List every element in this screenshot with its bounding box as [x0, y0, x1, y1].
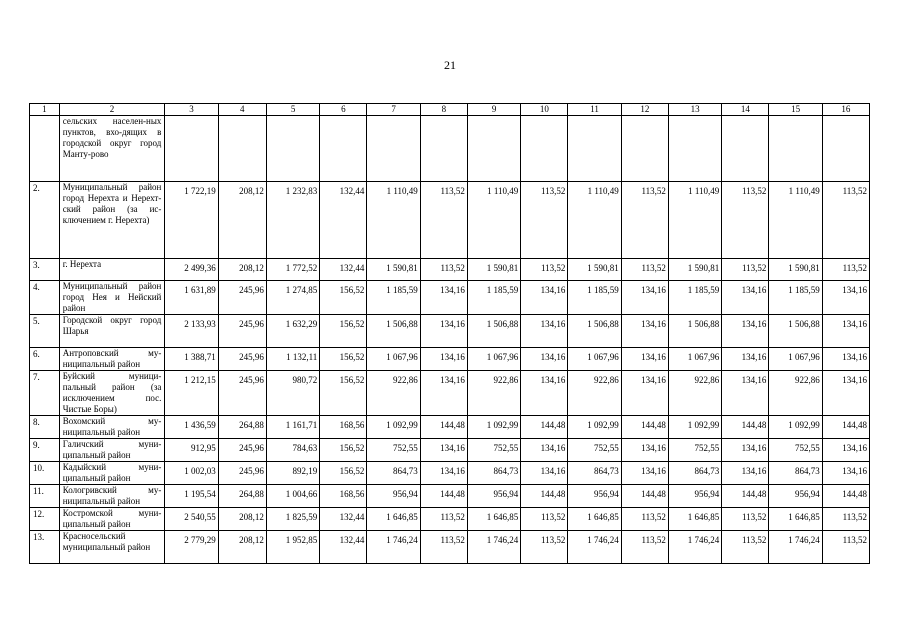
header-cell: 15: [769, 104, 822, 116]
value-cell: 1 002,03: [165, 462, 218, 485]
value-cell: 134,16: [822, 315, 869, 348]
value-cell: 1 110,49: [467, 182, 520, 259]
municipality-name: Галичский муни-ципальный район: [59, 439, 165, 462]
value-cell: 134,16: [621, 315, 668, 348]
value-cell: 156,52: [320, 462, 367, 485]
value-cell: 1 506,88: [769, 315, 822, 348]
value-cell: 113,52: [521, 182, 568, 259]
value-cell: 1 212,15: [165, 371, 218, 416]
value-cell: 1 590,81: [769, 259, 822, 281]
value-cell: 144,48: [621, 485, 668, 508]
value-cell: 1 092,99: [568, 416, 621, 439]
row-number: 13.: [30, 531, 60, 564]
value-cell: 1 092,99: [769, 416, 822, 439]
value-cell: 113,52: [521, 531, 568, 564]
value-cell: 1 506,88: [568, 315, 621, 348]
value-cell: 1 185,59: [769, 281, 822, 315]
value-cell: 144,48: [420, 416, 467, 439]
value-cell: 1 506,88: [367, 315, 420, 348]
value-cell: 1 067,96: [467, 348, 520, 371]
row-number: 12.: [30, 508, 60, 531]
value-cell: 113,52: [621, 182, 668, 259]
value-cell: 245,96: [218, 462, 266, 485]
value-cell: 134,16: [521, 348, 568, 371]
value-cell: 1 590,81: [568, 259, 621, 281]
value-cell: 144,48: [621, 416, 668, 439]
municipality-name: Кологривский му-ниципальный район: [59, 485, 165, 508]
value-cell: 134,16: [521, 315, 568, 348]
value-cell: 864,73: [668, 462, 721, 485]
row-number: 6.: [30, 348, 60, 371]
header-cell: 9: [467, 104, 520, 116]
row-number: 11.: [30, 485, 60, 508]
value-cell: [668, 116, 721, 182]
value-cell: 156,52: [320, 348, 367, 371]
value-cell: 956,94: [668, 485, 721, 508]
table-row: [30, 416, 870, 439]
header-cell: 4: [218, 104, 266, 116]
value-cell: 144,48: [822, 485, 869, 508]
value-cell: 156,52: [320, 315, 367, 348]
value-cell: [218, 116, 266, 182]
value-cell: 922,86: [367, 371, 420, 416]
value-cell: 1 825,59: [266, 508, 319, 531]
page-number: 21: [444, 58, 456, 72]
table-row: [30, 439, 870, 462]
value-cell: [165, 116, 218, 182]
value-cell: 245,96: [218, 439, 266, 462]
value-cell: 1 746,24: [668, 531, 721, 564]
value-cell: 1 631,89: [165, 281, 218, 315]
value-cell: 752,55: [668, 439, 721, 462]
value-cell: 1 092,99: [367, 416, 420, 439]
value-cell: 1 632,29: [266, 315, 319, 348]
value-cell: 113,52: [822, 259, 869, 281]
table-row: [30, 485, 870, 508]
value-cell: 134,16: [420, 281, 467, 315]
value-cell: 144,48: [722, 416, 769, 439]
value-cell: 156,52: [320, 281, 367, 315]
header-cell: 3: [165, 104, 218, 116]
value-cell: 245,96: [218, 348, 266, 371]
value-cell: 134,16: [420, 371, 467, 416]
value-cell: [769, 116, 822, 182]
row-number: 10.: [30, 462, 60, 485]
table-row: [30, 281, 870, 315]
value-cell: 132,44: [320, 259, 367, 281]
value-cell: 113,52: [722, 182, 769, 259]
header-cell: 16: [822, 104, 869, 116]
value-cell: 2 779,29: [165, 531, 218, 564]
value-cell: 1 185,59: [568, 281, 621, 315]
value-cell: 1 746,24: [367, 531, 420, 564]
header-cell: 11: [568, 104, 621, 116]
value-cell: 245,96: [218, 371, 266, 416]
value-cell: 864,73: [568, 462, 621, 485]
value-cell: 168,56: [320, 485, 367, 508]
municipality-name: г. Нерехта: [59, 259, 165, 281]
header-cell: 10: [521, 104, 568, 116]
value-cell: 956,94: [769, 485, 822, 508]
value-cell: 113,52: [621, 531, 668, 564]
value-cell: 1 274,85: [266, 281, 319, 315]
header-cell: 13: [668, 104, 721, 116]
value-cell: 134,16: [621, 371, 668, 416]
value-cell: 208,12: [218, 508, 266, 531]
municipality-name: Муниципальный район город Нерехта и Нерехт-ский район (за ис-ключением г. Нерехта): [59, 182, 165, 259]
value-cell: 113,52: [420, 182, 467, 259]
municipality-name: сельских населен-ных пунктов, вхо-дящих в городской округ город Манту-рово: [59, 116, 165, 182]
value-cell: [822, 116, 869, 182]
value-cell: 134,16: [822, 371, 869, 416]
value-cell: 956,94: [568, 485, 621, 508]
row-number: [30, 116, 60, 182]
value-cell: 1 132,11: [266, 348, 319, 371]
header-cell: 14: [722, 104, 769, 116]
value-cell: 134,16: [722, 439, 769, 462]
value-cell: 245,96: [218, 315, 266, 348]
value-cell: 134,16: [420, 462, 467, 485]
value-cell: 156,52: [320, 439, 367, 462]
value-cell: 1 772,52: [266, 259, 319, 281]
value-cell: 113,52: [822, 531, 869, 564]
row-number: 9.: [30, 439, 60, 462]
value-cell: 113,52: [722, 259, 769, 281]
value-cell: 1 646,85: [568, 508, 621, 531]
value-cell: 113,52: [822, 508, 869, 531]
value-cell: 113,52: [621, 259, 668, 281]
value-cell: 113,52: [420, 259, 467, 281]
table-row: [30, 259, 870, 281]
value-cell: 134,16: [621, 439, 668, 462]
header-cell: 2: [59, 104, 165, 116]
municipality-name: Городской округ город Шарья: [59, 315, 165, 348]
value-cell: 132,44: [320, 182, 367, 259]
header-cell: 1: [30, 104, 60, 116]
value-cell: 134,16: [621, 462, 668, 485]
value-cell: 113,52: [621, 508, 668, 531]
value-cell: 1 067,96: [668, 348, 721, 371]
value-cell: 1 161,71: [266, 416, 319, 439]
value-cell: 134,16: [822, 439, 869, 462]
table-row: [30, 508, 870, 531]
value-cell: 134,16: [822, 462, 869, 485]
value-cell: [266, 116, 319, 182]
value-cell: 1 746,24: [769, 531, 822, 564]
header-cell: 8: [420, 104, 467, 116]
value-cell: 134,16: [521, 371, 568, 416]
value-cell: 134,16: [722, 371, 769, 416]
value-cell: 113,52: [521, 508, 568, 531]
table-row: [30, 116, 870, 182]
value-cell: 113,52: [722, 531, 769, 564]
header-cell: 6: [320, 104, 367, 116]
value-cell: 113,52: [521, 259, 568, 281]
value-cell: 1 722,19: [165, 182, 218, 259]
value-cell: 2 499,36: [165, 259, 218, 281]
value-cell: 156,52: [320, 371, 367, 416]
table-row: [30, 182, 870, 259]
value-cell: 1 746,24: [568, 531, 621, 564]
row-number: 4.: [30, 281, 60, 315]
value-cell: 134,16: [621, 281, 668, 315]
value-cell: 134,16: [722, 348, 769, 371]
value-cell: 1 110,49: [568, 182, 621, 259]
value-cell: 144,48: [521, 485, 568, 508]
value-cell: [320, 116, 367, 182]
value-cell: 864,73: [467, 462, 520, 485]
table-row: [30, 462, 870, 485]
value-cell: 892,19: [266, 462, 319, 485]
value-cell: 864,73: [769, 462, 822, 485]
value-cell: 1 232,83: [266, 182, 319, 259]
value-cell: 1 067,96: [769, 348, 822, 371]
value-cell: 134,16: [420, 315, 467, 348]
municipality-name: Буйский муници-пальный район (за исключением пос. Чистые Боры): [59, 371, 165, 416]
value-cell: [722, 116, 769, 182]
row-number: 5.: [30, 315, 60, 348]
value-cell: 208,12: [218, 259, 266, 281]
value-cell: 922,86: [467, 371, 520, 416]
municipality-name: Кадыйский муни-ципальный район: [59, 462, 165, 485]
value-cell: 1 110,49: [668, 182, 721, 259]
row-number: 3.: [30, 259, 60, 281]
municipality-name: Вохомский му-ниципальный район: [59, 416, 165, 439]
value-cell: 132,44: [320, 531, 367, 564]
value-cell: 1 110,49: [769, 182, 822, 259]
value-cell: 208,12: [218, 182, 266, 259]
value-cell: 1 067,96: [568, 348, 621, 371]
value-cell: [621, 116, 668, 182]
value-cell: 1 952,85: [266, 531, 319, 564]
value-cell: 134,16: [722, 315, 769, 348]
value-cell: 956,94: [467, 485, 520, 508]
value-cell: 144,48: [722, 485, 769, 508]
value-cell: 922,86: [769, 371, 822, 416]
value-cell: 1 092,99: [467, 416, 520, 439]
value-cell: 134,16: [722, 462, 769, 485]
tariff-table: [29, 103, 870, 564]
value-cell: 144,48: [521, 416, 568, 439]
value-cell: [568, 116, 621, 182]
value-cell: 134,16: [521, 439, 568, 462]
value-cell: 144,48: [420, 485, 467, 508]
header-cell: 7: [367, 104, 420, 116]
municipality-name: Муниципальный район город Нея и Нейский район: [59, 281, 165, 315]
value-cell: [367, 116, 420, 182]
value-cell: 980,72: [266, 371, 319, 416]
value-cell: 1 746,24: [467, 531, 520, 564]
value-cell: 2 540,55: [165, 508, 218, 531]
value-cell: 1 388,71: [165, 348, 218, 371]
value-cell: 1 185,59: [367, 281, 420, 315]
value-cell: 1 590,81: [467, 259, 520, 281]
value-cell: 1 092,99: [668, 416, 721, 439]
value-cell: 264,88: [218, 485, 266, 508]
value-cell: 864,73: [367, 462, 420, 485]
value-cell: 134,16: [621, 348, 668, 371]
header-cell: 12: [621, 104, 668, 116]
row-number: 7.: [30, 371, 60, 416]
value-cell: 134,16: [420, 439, 467, 462]
table-row: [30, 315, 870, 348]
value-cell: 113,52: [822, 182, 869, 259]
value-cell: 922,86: [568, 371, 621, 416]
value-cell: [521, 116, 568, 182]
value-cell: 1 436,59: [165, 416, 218, 439]
value-cell: 912,95: [165, 439, 218, 462]
value-cell: 264,88: [218, 416, 266, 439]
value-cell: 1 195,54: [165, 485, 218, 508]
row-number: 8.: [30, 416, 60, 439]
value-cell: 1 185,59: [668, 281, 721, 315]
value-cell: 113,52: [420, 531, 467, 564]
value-cell: 1 590,81: [367, 259, 420, 281]
value-cell: 134,16: [420, 348, 467, 371]
row-number: 2.: [30, 182, 60, 259]
value-cell: 752,55: [467, 439, 520, 462]
value-cell: 113,52: [420, 508, 467, 531]
value-cell: 134,16: [521, 281, 568, 315]
value-cell: 1 646,85: [769, 508, 822, 531]
municipality-name: Костромской муни-ципальный район: [59, 508, 165, 531]
value-cell: 1 646,85: [668, 508, 721, 531]
value-cell: 245,96: [218, 281, 266, 315]
value-cell: 134,16: [822, 281, 869, 315]
municipality-name: Антроповский му-ниципальный район: [59, 348, 165, 371]
table-row: [30, 531, 870, 564]
value-cell: 168,56: [320, 416, 367, 439]
value-cell: 1 067,96: [367, 348, 420, 371]
value-cell: 1 646,85: [367, 508, 420, 531]
value-cell: 132,44: [320, 508, 367, 531]
value-cell: [467, 116, 520, 182]
value-cell: 208,12: [218, 531, 266, 564]
municipality-name: Красносельский муниципальный район: [59, 531, 165, 564]
value-cell: 1 590,81: [668, 259, 721, 281]
value-cell: 922,86: [668, 371, 721, 416]
table-row: [30, 371, 870, 416]
value-cell: 1 646,85: [467, 508, 520, 531]
value-cell: 134,16: [722, 281, 769, 315]
value-cell: 134,16: [521, 462, 568, 485]
value-cell: 144,48: [822, 416, 869, 439]
value-cell: 1 110,49: [367, 182, 420, 259]
header-cell: 5: [266, 104, 319, 116]
value-cell: 113,52: [722, 508, 769, 531]
value-cell: 1 506,88: [668, 315, 721, 348]
value-cell: 2 133,93: [165, 315, 218, 348]
value-cell: 752,55: [769, 439, 822, 462]
value-cell: 752,55: [568, 439, 621, 462]
value-cell: 1 506,88: [467, 315, 520, 348]
table-row: [30, 348, 870, 371]
value-cell: [420, 116, 467, 182]
header-row: [30, 104, 870, 116]
value-cell: 784,63: [266, 439, 319, 462]
value-cell: 752,55: [367, 439, 420, 462]
value-cell: 1 185,59: [467, 281, 520, 315]
value-cell: 956,94: [367, 485, 420, 508]
value-cell: 134,16: [822, 348, 869, 371]
value-cell: 1 004,66: [266, 485, 319, 508]
